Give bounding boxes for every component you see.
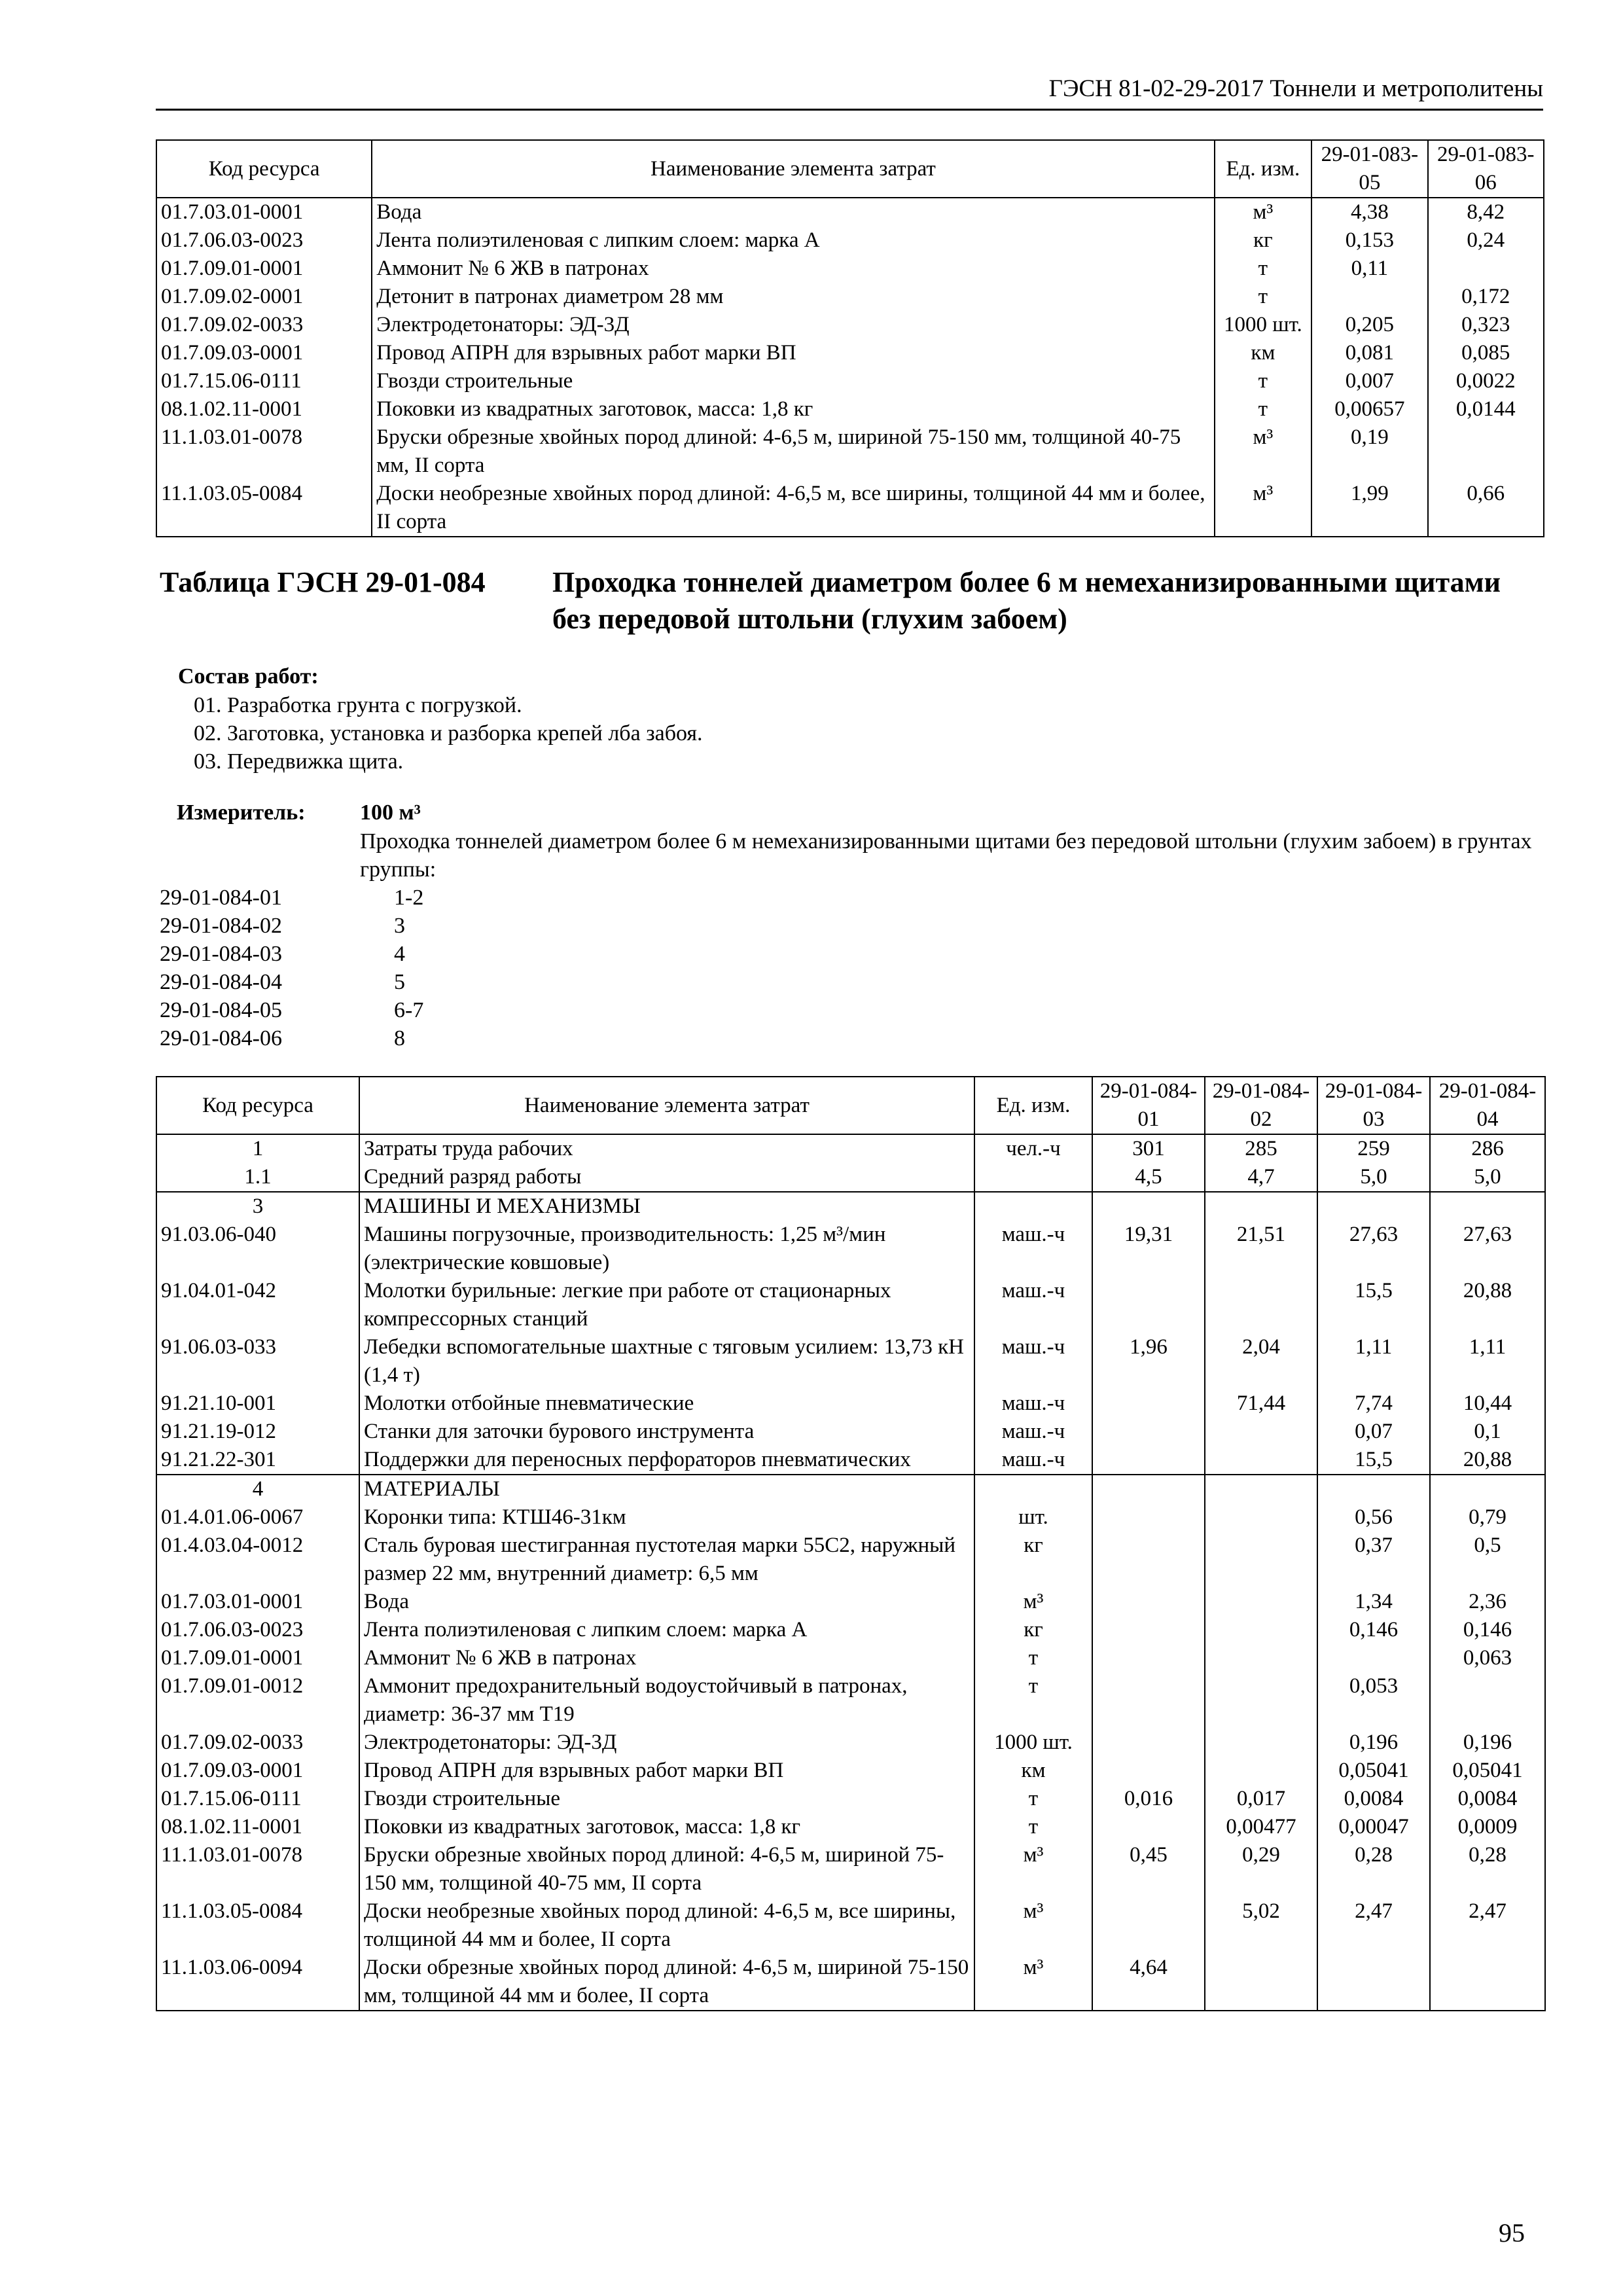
table-row <box>156 255 1544 283</box>
header-unit: Ед. изм. <box>974 1077 1092 1134</box>
cell-name: Затраты труда рабочих <box>359 1134 974 1163</box>
cell-code: 11.1.03.05-0084 <box>156 480 372 537</box>
cell-value <box>1092 1277 1205 1333</box>
cell-unit: маш.-ч <box>974 1221 1092 1277</box>
measure-label: Измеритель: <box>177 800 306 825</box>
cell-code: 01.7.09.02-0001 <box>156 283 372 311</box>
cell-value <box>1092 1729 1205 1757</box>
cell-name: Аммонит предохранительный водоустойчивый в патронах, диаметр: 36-37 мм Т19 <box>359 1672 974 1729</box>
composition-item: 03. Передвижка щита. <box>194 749 404 774</box>
cell-value <box>1205 1757 1317 1785</box>
cell-value: 0,00657 <box>1311 395 1427 423</box>
table-row <box>156 1446 1545 1475</box>
composition-item: 02. Заготовка, установка и разборка крепей лба забоя. <box>194 721 703 745</box>
cell-name: Детонит в патронах диаметром 28 мм <box>372 283 1214 311</box>
table-name: Проходка тоннелей диаметром более 6 м немеханизированными щитами без передовой штольни (глухим забоем) <box>552 566 1501 635</box>
cell-value: 0,063 <box>1430 1644 1545 1672</box>
cell-unit: т <box>1215 395 1312 423</box>
cell-value: 0,007 <box>1311 367 1427 395</box>
cell-value <box>1311 283 1427 311</box>
cell-value: 0,28 <box>1317 1841 1430 1897</box>
cell-value: 0,205 <box>1311 311 1427 339</box>
cell-value: 19,31 <box>1092 1221 1205 1277</box>
cell-name: Доски необрезные хвойных пород длиной: 4-6,5 м, все ширины, толщиной 44 мм и более, II сорта <box>372 480 1214 537</box>
cell-value <box>1205 1616 1317 1644</box>
cell-value: 20,88 <box>1430 1446 1545 1475</box>
cell-value: 0,146 <box>1317 1616 1430 1644</box>
cell-value: 0,0144 <box>1428 395 1544 423</box>
table-body <box>156 198 1544 537</box>
cell-value: 1,99 <box>1311 480 1427 537</box>
cell-value: 285 <box>1205 1134 1317 1163</box>
cell-unit: км <box>1215 339 1312 367</box>
cell-value: 15,5 <box>1317 1446 1430 1475</box>
cell-unit: маш.-ч <box>974 1418 1092 1446</box>
cell-name: МАШИНЫ И МЕХАНИЗМЫ <box>359 1192 974 1221</box>
cell-value <box>1205 1503 1317 1532</box>
cell-unit: шт. <box>974 1503 1092 1532</box>
cell-value <box>1430 1954 1545 2011</box>
cell-code: 01.4.03.04-0012 <box>156 1532 359 1588</box>
cell-name: Поковки из квадратных заготовок, масса: 1,8 кг <box>359 1813 974 1841</box>
measure-description: Проходка тоннелей диаметром более 6 м немеханизированными щитами без передовой штольни (глухим забоем) в грунтах группы: <box>360 829 1532 882</box>
cell-value <box>1430 1192 1545 1221</box>
cell-value <box>1205 1672 1317 1729</box>
cell-unit: м³ <box>974 1954 1092 2011</box>
cell-name: Станки для заточки бурового инструмента <box>359 1418 974 1446</box>
cell-value: 0,07 <box>1317 1418 1430 1446</box>
cell-name: Аммонит № 6 ЖВ в патронах <box>359 1644 974 1672</box>
cell-unit: маш.-ч <box>974 1446 1092 1475</box>
cell-unit <box>974 1163 1092 1192</box>
cell-unit: т <box>974 1644 1092 1672</box>
table-row <box>156 1785 1545 1813</box>
cell-name: Доски необрезные хвойных пород длиной: 4-6,5 м, все ширины, толщиной 44 мм и более, II сорта <box>359 1897 974 1954</box>
cell-value: 71,44 <box>1205 1390 1317 1418</box>
cell-code: 01.4.01.06-0067 <box>156 1503 359 1532</box>
variant-group: 1-2 <box>394 886 424 910</box>
cell-value: 0,79 <box>1430 1503 1545 1532</box>
cell-value: 0,56 <box>1317 1503 1430 1532</box>
variant-code: 29-01-084-01 <box>160 886 282 910</box>
cell-value: 0,5 <box>1430 1532 1545 1588</box>
cell-value <box>1092 1588 1205 1616</box>
cell-value: 0,172 <box>1428 283 1544 311</box>
variant-group: 6-7 <box>394 998 424 1022</box>
cell-name: Аммонит № 6 ЖВ в патронах <box>372 255 1214 283</box>
cell-code: 01.7.15.06-0111 <box>156 1785 359 1813</box>
cell-value: 0,05041 <box>1317 1757 1430 1785</box>
cell-value <box>1092 1757 1205 1785</box>
cell-name: Вода <box>359 1588 974 1616</box>
cell-value <box>1092 1475 1205 1503</box>
header-name: Наименование элемента затрат <box>359 1077 974 1134</box>
resource-table-084 <box>156 1076 1546 2011</box>
cell-unit: кг <box>974 1616 1092 1644</box>
cell-code: 91.03.06-040 <box>156 1221 359 1277</box>
cell-value: 4,7 <box>1205 1163 1317 1192</box>
cell-value <box>1205 1644 1317 1672</box>
cell-value <box>1205 1475 1317 1503</box>
cell-value <box>1092 1813 1205 1841</box>
variant-code: 29-01-084-05 <box>160 998 282 1022</box>
variant-group: 3 <box>394 914 405 938</box>
cell-value: 2,47 <box>1317 1897 1430 1954</box>
table-row <box>156 1503 1545 1532</box>
cell-name: Провод АПРН для взрывных работ марки ВП <box>372 339 1214 367</box>
cell-unit: т <box>1215 283 1312 311</box>
cell-value: 2,04 <box>1205 1333 1317 1390</box>
cell-code: 1.1 <box>156 1163 359 1192</box>
cell-value: 0,24 <box>1428 226 1544 255</box>
measure-value: 100 м³ <box>360 800 421 825</box>
cell-value <box>1317 1192 1430 1221</box>
cell-value <box>1092 1418 1205 1446</box>
cell-value: 0,19 <box>1311 423 1427 480</box>
cell-value: 0,66 <box>1428 480 1544 537</box>
cell-value: 0,00047 <box>1317 1813 1430 1841</box>
cell-value: 0,196 <box>1317 1729 1430 1757</box>
cell-value: 0,37 <box>1317 1532 1430 1588</box>
cell-value <box>1317 1644 1430 1672</box>
cell-unit: маш.-ч <box>974 1277 1092 1333</box>
running-header: ГЭСН 81-02-29-2017 Тоннели и метрополитены <box>156 72 1543 111</box>
cell-value: 259 <box>1317 1134 1430 1163</box>
table-row <box>156 480 1544 537</box>
cell-value: 0,28 <box>1430 1841 1545 1897</box>
variant-group: 8 <box>394 1026 405 1050</box>
cell-code: 01.7.09.03-0001 <box>156 1757 359 1785</box>
cell-value: 0,323 <box>1428 311 1544 339</box>
variant-group: 5 <box>394 970 405 994</box>
cell-name: Провод АПРН для взрывных работ марки ВП <box>359 1757 974 1785</box>
header-col-084-01: 29-01-084-01 <box>1092 1077 1205 1134</box>
cell-unit: м³ <box>974 1841 1092 1897</box>
header-col-084-02: 29-01-084-02 <box>1205 1077 1317 1134</box>
table-row <box>156 226 1544 255</box>
header-unit: Ед. изм. <box>1215 140 1312 198</box>
cell-unit: т <box>1215 367 1312 395</box>
cell-code: 11.1.03.06-0094 <box>156 1954 359 2011</box>
cell-name: Машины погрузочные, производительность: 1,25 м³/мин (электрические ковшовые) <box>359 1221 974 1277</box>
cell-code: 01.7.09.01-0012 <box>156 1672 359 1729</box>
cell-code: 91.21.22-301 <box>156 1446 359 1475</box>
variant-code: 29-01-084-06 <box>160 1026 282 1050</box>
cell-code: 91.06.03-033 <box>156 1333 359 1390</box>
header-name: Наименование элемента затрат <box>372 140 1214 198</box>
cell-name: Молотки бурильные: легкие при работе от стационарных компрессорных станций <box>359 1277 974 1333</box>
cell-code: 08.1.02.11-0001 <box>156 1813 359 1841</box>
cell-unit: маш.-ч <box>974 1333 1092 1390</box>
table-row <box>156 1134 1545 1163</box>
cell-value <box>1092 1644 1205 1672</box>
table-row <box>156 1954 1545 2011</box>
composition-item: 01. Разработка грунта с погрузкой. <box>194 693 522 717</box>
table-row <box>156 1418 1545 1446</box>
header-col-083-05: 29-01-083-05 <box>1311 140 1427 198</box>
header-col-084-03: 29-01-084-03 <box>1317 1077 1430 1134</box>
cell-value: 2,36 <box>1430 1588 1545 1616</box>
cell-value: 0,017 <box>1205 1785 1317 1813</box>
table-row <box>156 1221 1545 1277</box>
table-header-row <box>156 1077 1545 1134</box>
cell-name: Поковки из квадратных заготовок, масса: 1,8 кг <box>372 395 1214 423</box>
table-row <box>156 311 1544 339</box>
cell-code: 3 <box>156 1192 359 1221</box>
table-body <box>156 1134 1545 2011</box>
variant-code: 29-01-084-03 <box>160 942 282 966</box>
cell-code: 01.7.06.03-0023 <box>156 1616 359 1644</box>
cell-value <box>1428 255 1544 283</box>
composition-title: Состав работ: <box>178 664 319 689</box>
cell-unit: 1000 шт. <box>1215 311 1312 339</box>
cell-value: 27,63 <box>1430 1221 1545 1277</box>
variant-group: 4 <box>394 942 405 966</box>
cell-name: Коронки типа: КТШ46-31км <box>359 1503 974 1532</box>
cell-name: Гвозди строительные <box>359 1785 974 1813</box>
table-row <box>156 1390 1545 1418</box>
cell-value <box>1092 1446 1205 1475</box>
cell-value <box>1430 1475 1545 1503</box>
cell-value: 4,38 <box>1311 198 1427 226</box>
cell-value <box>1092 1532 1205 1588</box>
cell-code: 01.7.03.01-0001 <box>156 198 372 226</box>
cell-code: 91.21.10-001 <box>156 1390 359 1418</box>
cell-name: Молотки отбойные пневматические <box>359 1390 974 1418</box>
cell-code: 01.7.09.02-0033 <box>156 1729 359 1757</box>
cell-value: 286 <box>1430 1134 1545 1163</box>
cell-code: 91.21.19-012 <box>156 1418 359 1446</box>
cell-value: 8,42 <box>1428 198 1544 226</box>
cell-value: 0,085 <box>1428 339 1544 367</box>
table-row <box>156 198 1544 226</box>
cell-code: 01.7.09.01-0001 <box>156 255 372 283</box>
cell-value <box>1205 1446 1317 1475</box>
cell-value: 0,081 <box>1311 339 1427 367</box>
cell-value <box>1092 1616 1205 1644</box>
cell-value: 0,0084 <box>1430 1785 1545 1813</box>
cell-code: 11.1.03.01-0078 <box>156 423 372 480</box>
cell-value: 0,196 <box>1430 1729 1545 1757</box>
header-code: Код ресурса <box>156 1077 359 1134</box>
cell-value <box>1205 1588 1317 1616</box>
cell-unit: т <box>974 1813 1092 1841</box>
cell-value: 15,5 <box>1317 1277 1430 1333</box>
cell-name: Электродетонаторы: ЭД-3Д <box>372 311 1214 339</box>
table-row <box>156 367 1544 395</box>
cell-name: Вода <box>372 198 1214 226</box>
table-row <box>156 1333 1545 1390</box>
cell-unit: м³ <box>1215 423 1312 480</box>
cell-value <box>1428 423 1544 480</box>
cell-code: 11.1.03.05-0084 <box>156 1897 359 1954</box>
cell-value: 5,02 <box>1205 1897 1317 1954</box>
cell-name: Лента полиэтиленовая с липким слоем: марка А <box>359 1616 974 1644</box>
cell-unit: км <box>974 1757 1092 1785</box>
cell-value <box>1430 1672 1545 1729</box>
table-row <box>156 1532 1545 1588</box>
cell-value <box>1092 1390 1205 1418</box>
cell-name: Гвозди строительные <box>372 367 1214 395</box>
table-row <box>156 1192 1545 1221</box>
cell-code: 01.7.06.03-0023 <box>156 226 372 255</box>
cell-value <box>1092 1672 1205 1729</box>
cell-unit <box>974 1192 1092 1221</box>
cell-code: 01.7.03.01-0001 <box>156 1588 359 1616</box>
cell-value: 0,016 <box>1092 1785 1205 1813</box>
cell-unit: т <box>974 1785 1092 1813</box>
cell-name: Лебедки вспомогательные шахтные с тяговым усилием: 13,73 кН (1,4 т) <box>359 1333 974 1390</box>
table-row <box>156 1757 1545 1785</box>
cell-value: 20,88 <box>1430 1277 1545 1333</box>
cell-value: 1,11 <box>1430 1333 1545 1390</box>
cell-code: 01.7.09.01-0001 <box>156 1644 359 1672</box>
cell-unit <box>974 1475 1092 1503</box>
cell-value: 0,00477 <box>1205 1813 1317 1841</box>
cell-value: 4,5 <box>1092 1163 1205 1192</box>
cell-value <box>1205 1277 1317 1333</box>
cell-value: 0,1 <box>1430 1418 1545 1446</box>
cell-unit: т <box>1215 255 1312 283</box>
cell-value: 2,47 <box>1430 1897 1545 1954</box>
cell-value: 0,0084 <box>1317 1785 1430 1813</box>
cell-code: 1 <box>156 1134 359 1163</box>
cell-name: Бруски обрезные хвойных пород длиной: 4-6,5 м, шириной 75-150 мм, толщиной 40-75 мм, II сорта <box>372 423 1214 480</box>
table-row <box>156 395 1544 423</box>
cell-value <box>1092 1192 1205 1221</box>
page-number: 95 <box>1499 2218 1525 2248</box>
cell-unit: кг <box>1215 226 1312 255</box>
cell-code: 01.7.09.02-0033 <box>156 311 372 339</box>
cell-unit: м³ <box>974 1588 1092 1616</box>
cell-value: 5,0 <box>1317 1163 1430 1192</box>
cell-code: 91.04.01-042 <box>156 1277 359 1333</box>
cell-unit: маш.-ч <box>974 1390 1092 1418</box>
header-code: Код ресурса <box>156 140 372 198</box>
cell-name: Лента полиэтиленовая с липким слоем: марка А <box>372 226 1214 255</box>
table-row <box>156 1644 1545 1672</box>
table-row <box>156 1475 1545 1503</box>
cell-unit: кг <box>974 1532 1092 1588</box>
cell-value: 0,05041 <box>1430 1757 1545 1785</box>
cell-unit: т <box>974 1672 1092 1729</box>
cell-value: 0,053 <box>1317 1672 1430 1729</box>
cell-name: Бруски обрезные хвойных пород длиной: 4-6,5 м, шириной 75-150 мм, толщиной 40-75 мм, II сорта <box>359 1841 974 1897</box>
cell-value: 0,45 <box>1092 1841 1205 1897</box>
cell-name: МАТЕРИАЛЫ <box>359 1475 974 1503</box>
cell-unit: чел.-ч <box>974 1134 1092 1163</box>
cell-name: Средний разряд работы <box>359 1163 974 1192</box>
cell-value <box>1205 1192 1317 1221</box>
cell-value <box>1205 1532 1317 1588</box>
cell-unit: м³ <box>1215 480 1312 537</box>
table-row <box>156 1672 1545 1729</box>
cell-name: Сталь буровая шестигранная пустотелая марки 55С2, наружный размер 22 мм, внутренний диаметр: 6,5 мм <box>359 1532 974 1588</box>
cell-value <box>1317 1954 1430 2011</box>
cell-value: 0,146 <box>1430 1616 1545 1644</box>
table-row <box>156 423 1544 480</box>
cell-unit: м³ <box>1215 198 1312 226</box>
table-row <box>156 283 1544 311</box>
cell-name: Поддержки для переносных перфораторов пневматических <box>359 1446 974 1475</box>
table-header-row <box>156 140 1544 198</box>
cell-name: Доски обрезные хвойных пород длиной: 4-6,5 м, шириной 75-150 мм, толщиной 44 мм и более, II сорта <box>359 1954 974 2011</box>
cell-value: 0,11 <box>1311 255 1427 283</box>
cell-code: 01.7.15.06-0111 <box>156 367 372 395</box>
cell-value: 7,74 <box>1317 1390 1430 1418</box>
table-row <box>156 1277 1545 1333</box>
cell-value: 1,34 <box>1317 1588 1430 1616</box>
cell-code: 08.1.02.11-0001 <box>156 395 372 423</box>
cell-value: 0,0009 <box>1430 1813 1545 1841</box>
variant-code: 29-01-084-02 <box>160 914 282 938</box>
resource-table-083 <box>156 139 1544 537</box>
cell-value: 4,64 <box>1092 1954 1205 2011</box>
cell-name: Электродетонаторы: ЭД-3Д <box>359 1729 974 1757</box>
table-row <box>156 1897 1545 1954</box>
cell-value: 0,153 <box>1311 226 1427 255</box>
cell-value: 1,96 <box>1092 1333 1205 1390</box>
cell-code: 01.7.09.03-0001 <box>156 339 372 367</box>
cell-value <box>1205 1418 1317 1446</box>
cell-value <box>1317 1475 1430 1503</box>
cell-code: 4 <box>156 1475 359 1503</box>
table-row <box>156 1729 1545 1757</box>
cell-value <box>1092 1503 1205 1532</box>
cell-value: 0,29 <box>1205 1841 1317 1897</box>
cell-value: 0,0022 <box>1428 367 1544 395</box>
cell-value <box>1205 1729 1317 1757</box>
cell-value: 1,11 <box>1317 1333 1430 1390</box>
table-row <box>156 339 1544 367</box>
cell-value: 27,63 <box>1317 1221 1430 1277</box>
table-number: Таблица ГЭСН 29-01-084 <box>160 566 486 598</box>
table-row <box>156 1163 1545 1192</box>
table-row <box>156 1616 1545 1644</box>
variant-code: 29-01-084-04 <box>160 970 282 994</box>
cell-unit: 1000 шт. <box>974 1729 1092 1757</box>
cell-value: 10,44 <box>1430 1390 1545 1418</box>
cell-code: 11.1.03.01-0078 <box>156 1841 359 1897</box>
header-col-084-04: 29-01-084-04 <box>1430 1077 1545 1134</box>
cell-value: 301 <box>1092 1134 1205 1163</box>
table-row <box>156 1841 1545 1897</box>
header-col-083-06: 29-01-083-06 <box>1428 140 1544 198</box>
table-row <box>156 1813 1545 1841</box>
table-row <box>156 1588 1545 1616</box>
cell-value: 5,0 <box>1430 1163 1545 1192</box>
cell-value <box>1092 1897 1205 1954</box>
cell-value <box>1205 1954 1317 2011</box>
cell-unit: м³ <box>974 1897 1092 1954</box>
cell-value: 21,51 <box>1205 1221 1317 1277</box>
